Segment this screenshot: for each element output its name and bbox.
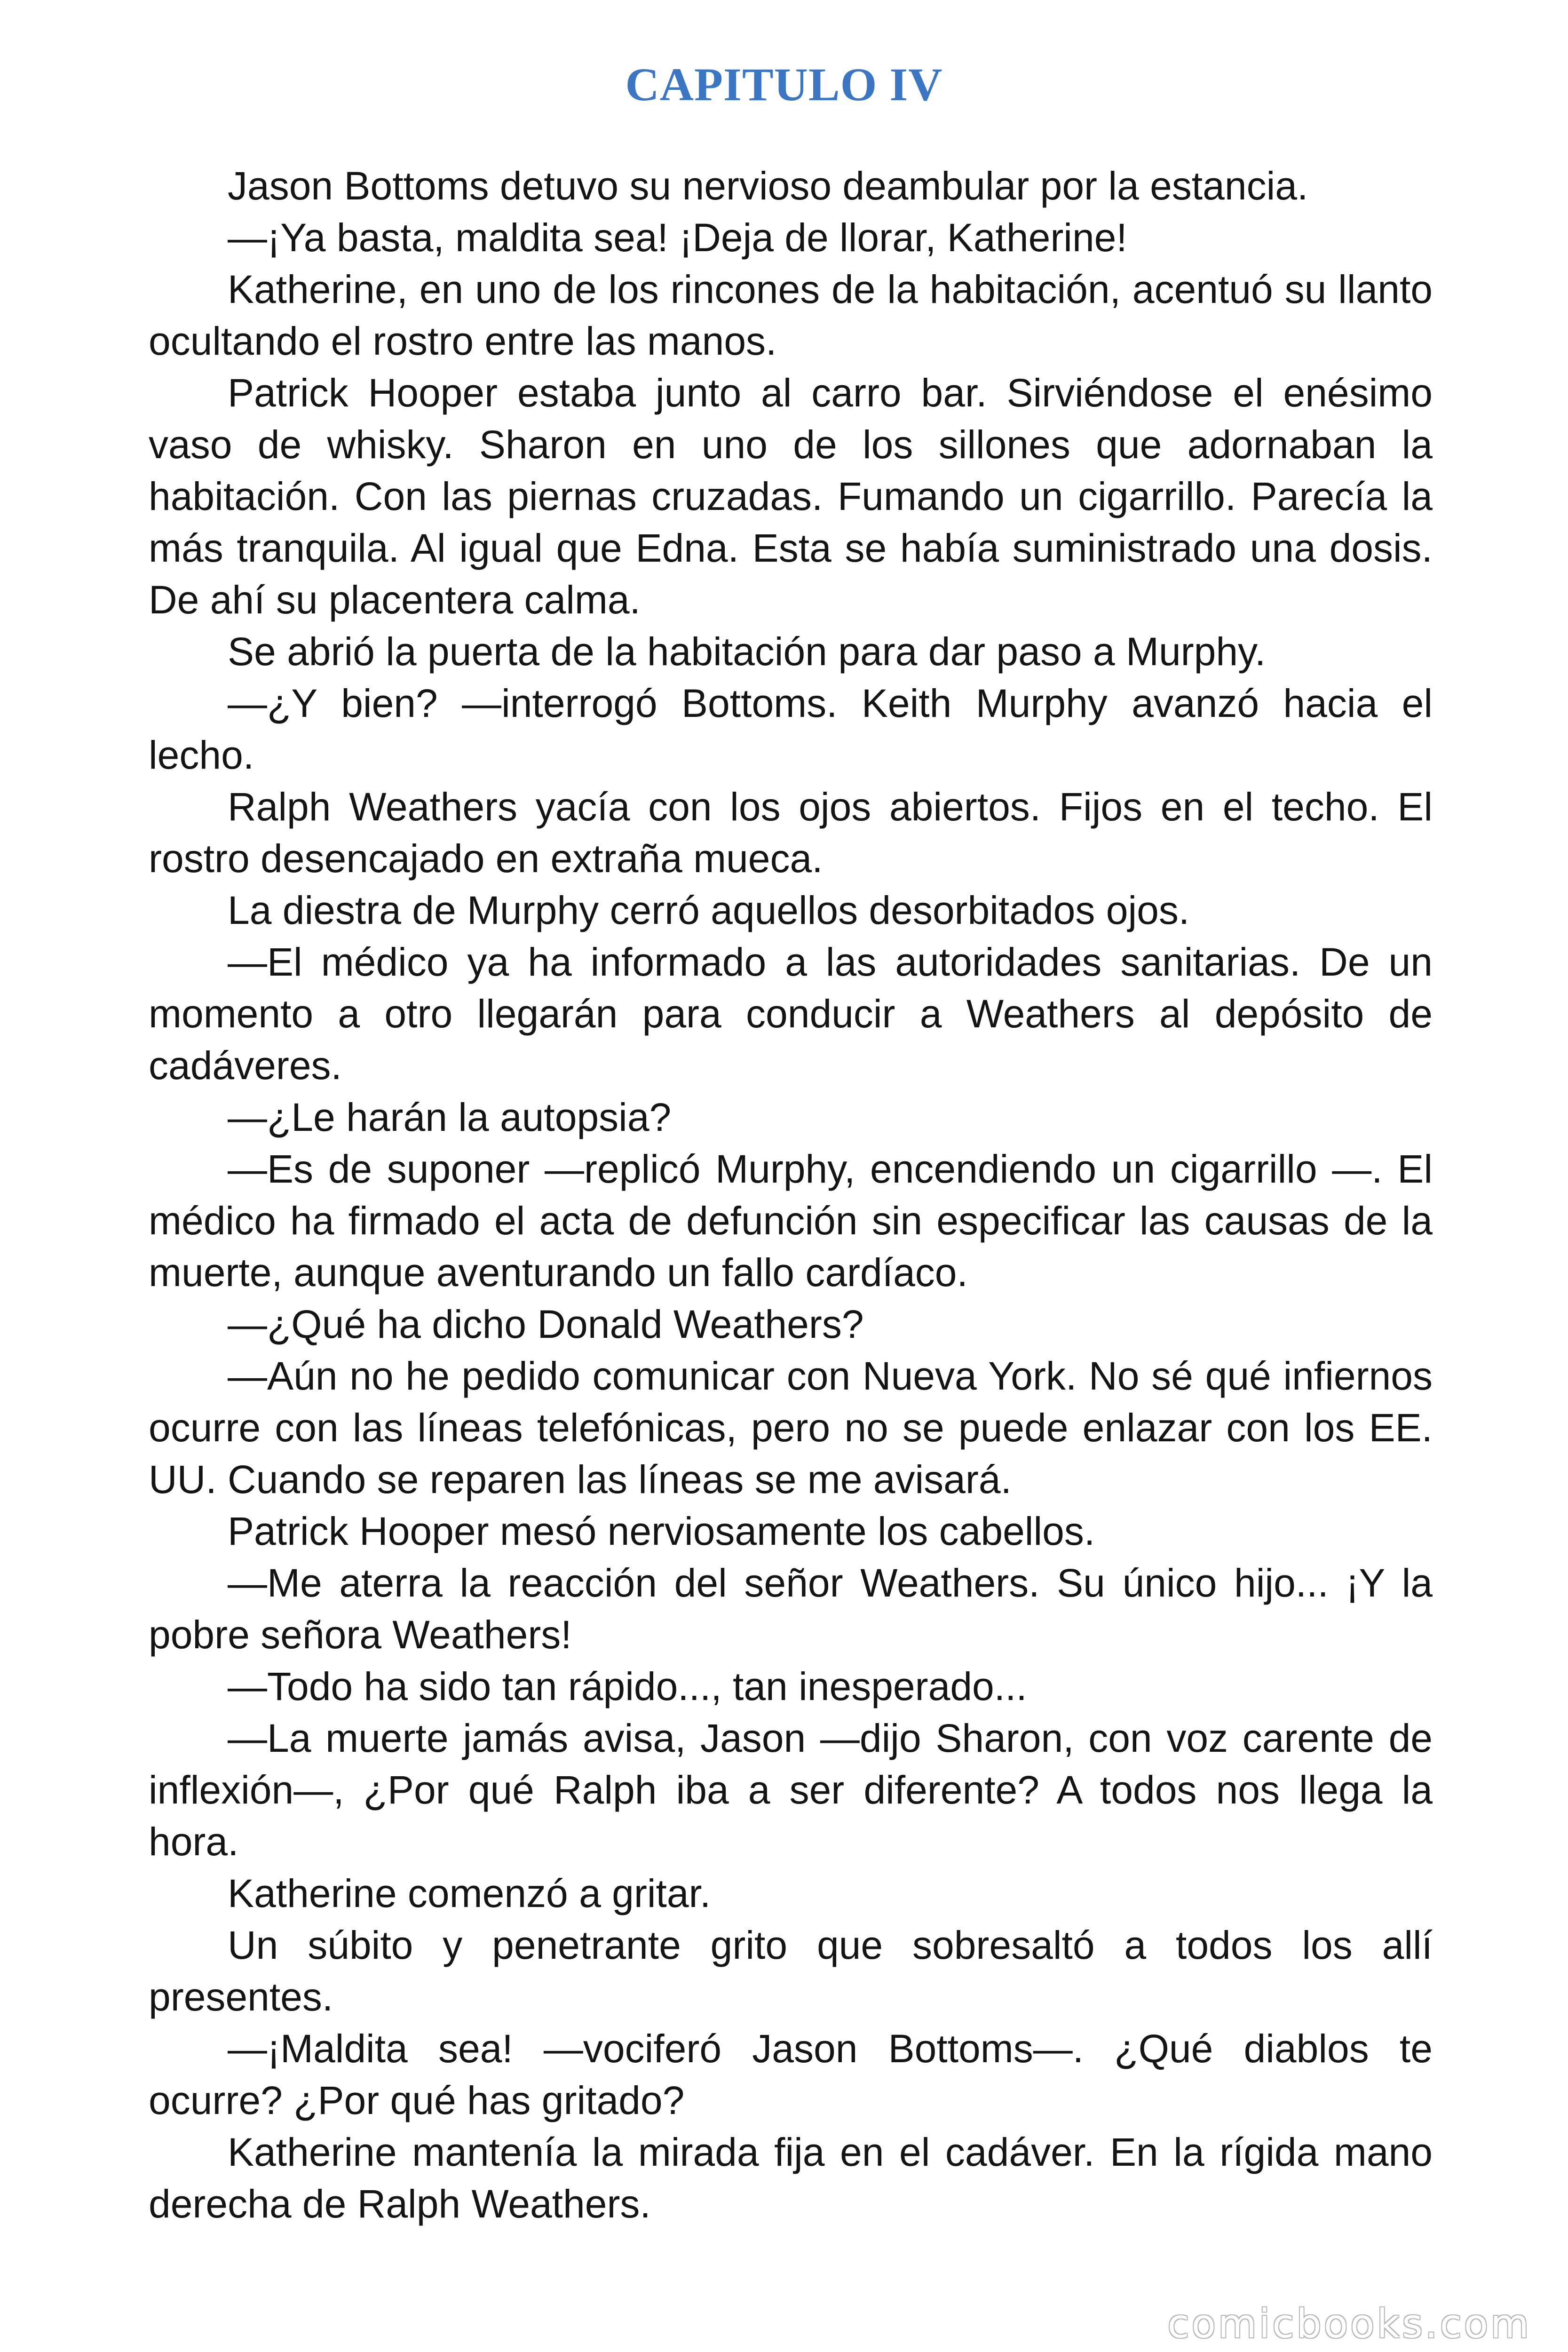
paragraph: Se abrió la puerta de la habitación para dar paso a Murphy. — [228, 629, 1266, 674]
paragraph: Ralph Weathers yacía con los ojos abiertos. Fijos en el techo. El rostro desencajado en extraña mueca. — [149, 785, 1433, 881]
paragraph: —Aún no he pedido comunicar con Nueva York. No sé qué infiernos ocurre con las líneas telefónicas, pero no se puede enlazar con los EE. UU. Cuando se reparen las líneas se me avisará. — [149, 1354, 1433, 1502]
paragraph: —La muerte jamás avisa, Jason —dijo Sharon, con voz carente de inflexión—, ¿Por qué Ralph iba a ser diferente? A todos nos llega la hora. — [149, 1716, 1433, 1864]
watermark: comicbooks.com — [1167, 2301, 1531, 2347]
paragraph: —Todo ha sido tan rápido..., tan inesperado... — [228, 1664, 1027, 1708]
paragraph: —Me aterra la reacción del señor Weathers. Su único hijo... ¡Y la pobre señora Weathers! — [149, 1561, 1433, 1657]
paragraph: —El médico ya ha informado a las autoridades sanitarias. De un momento a otro llegarán para conducir a Weathers al depósito de cadáveres. — [149, 940, 1433, 1088]
paragraph: —¡Ya basta, maldita sea! ¡Deja de llorar, Katherine! — [228, 215, 1127, 260]
paragraph: —Es de suponer —replicó Murphy, encendiendo un cigarrillo —. El médico ha firmado el acta de defunción sin especificar las causas de la muerte, aunque aventurando un fallo cardíaco. — [149, 1147, 1433, 1295]
paragraph: Katherine comenzó a gritar. — [228, 1871, 711, 1915]
chapter-body — [149, 160, 1433, 2230]
paragraph: Katherine mantenía la mirada fija en el cadáver. En la rígida mano derecha de Ralph Weathers. — [149, 2130, 1433, 2226]
paragraph: Patrick Hooper estaba junto al carro bar. Sirviéndose el enésimo vaso de whisky. Sharon en uno de los sillones que adornaban la habitación. Con las piernas cruzadas. Fumando un cigarrillo. Parecía la más tranquila. Al igual que Edna. Esta se había suministrado una dosis. De ahí su placentera calma. — [149, 371, 1433, 622]
paragraph: —¿Le harán la autopsia? — [228, 1095, 672, 1139]
paragraph: —¡Maldita sea! —vociferó Jason Bottoms—. ¿Qué diablos te ocurre? ¿Por qué has gritado? — [149, 2026, 1433, 2122]
paragraph: Patrick Hooper mesó nerviosamente los cabellos. — [228, 1509, 1095, 1553]
paragraph: Un súbito y penetrante grito que sobresaltó a todos los allí presentes. — [149, 1923, 1433, 2019]
paragraph: Jason Bottoms detuvo su nervioso deambular por la estancia. — [228, 164, 1308, 208]
paragraph: Katherine, en uno de los rincones de la habitación, acentuó su llanto ocultando el rostro entre las manos. — [149, 267, 1433, 363]
paragraph: —¿Y bien? —interrogó Bottoms. Keith Murphy avanzó hacia el lecho. — [149, 681, 1433, 777]
paragraph: La diestra de Murphy cerró aquellos desorbitados ojos. — [228, 888, 1190, 932]
chapter-title: CAPITULO IV — [625, 58, 943, 111]
paragraph: —¿Qué ha dicho Donald Weathers? — [228, 1302, 864, 1346]
